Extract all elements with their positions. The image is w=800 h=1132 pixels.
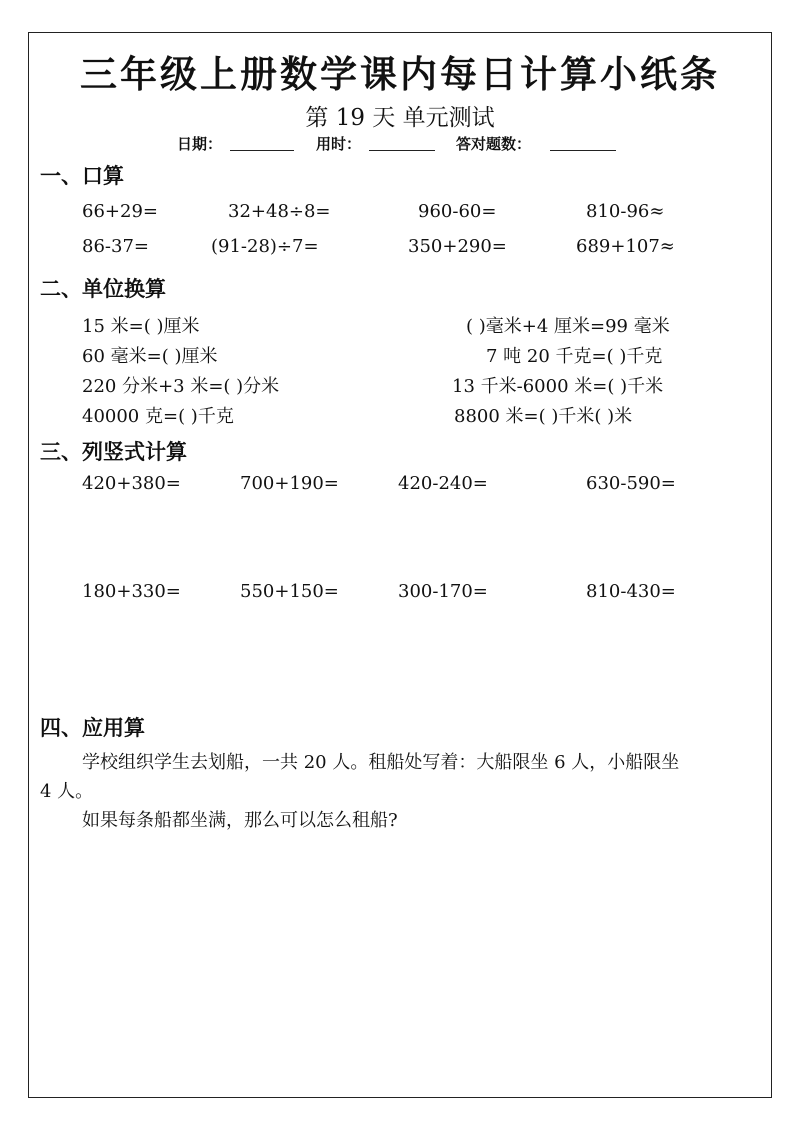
vertical-calc-item: 810-430= xyxy=(586,581,676,602)
vertical-calc-item: 420-240= xyxy=(398,473,488,494)
page-subtitle: 第 19 天 单元测试 xyxy=(305,105,495,131)
word-problem-text: 学校组织学生去划船，一共 20 人。租船处写着：大船限坐 6 人，小船限坐 xyxy=(82,752,680,773)
correct-count-label: 答对题数： xyxy=(456,135,532,153)
unit-conversion-item: 15 米=( )厘米 xyxy=(82,316,200,337)
mental-math-item: 86-37= xyxy=(82,236,149,257)
mental-math-item: 66+29= xyxy=(82,201,158,222)
unit-conversion-item: 40000 克=( )千克 xyxy=(82,406,234,427)
mental-math-item: 960-60= xyxy=(418,201,497,222)
mental-math-item: 32+48÷8= xyxy=(228,201,331,222)
section-unit-conversion-heading: 二、单位换算 xyxy=(40,277,166,301)
date-label: 日期： xyxy=(177,135,223,153)
vertical-calc-item: 180+330= xyxy=(82,581,181,602)
page-frame xyxy=(28,32,772,1098)
unit-conversion-item: 60 毫米=( )厘米 xyxy=(82,346,218,367)
correct-count-blank[interactable] xyxy=(550,150,616,151)
time-label: 用时： xyxy=(316,135,362,153)
unit-conversion-item: 13 千米-6000 米=( )千米 xyxy=(452,376,664,397)
unit-conversion-item: 220 分米+3 米=( )分米 xyxy=(82,376,280,397)
mental-math-item: 810-96≈ xyxy=(586,201,665,222)
date-blank[interactable] xyxy=(230,150,294,151)
vertical-calc-item: 550+150= xyxy=(240,581,339,602)
section-mental-math-heading: 一、口算 xyxy=(40,164,124,188)
mental-math-item: 350+290= xyxy=(408,236,507,257)
unit-conversion-item: 7 吨 20 千克=( )千克 xyxy=(486,346,663,367)
word-problem-question: 如果每条船都坐满，那么可以怎么租船? xyxy=(82,810,398,831)
vertical-calc-item: 700+190= xyxy=(240,473,339,494)
mental-math-item: (91-28)÷7= xyxy=(211,236,319,257)
word-problem-text: 4 人。 xyxy=(40,781,94,802)
time-blank[interactable] xyxy=(369,150,435,151)
section-word-problem-heading: 四、应用算 xyxy=(40,716,145,740)
section-vertical-calc-heading: 三、列竖式计算 xyxy=(40,440,187,464)
vertical-calc-item: 630-590= xyxy=(586,473,676,494)
unit-conversion-item: 8800 米=( )千米( )米 xyxy=(454,406,633,427)
vertical-calc-item: 420+380= xyxy=(82,473,181,494)
page-title: 三年级上册数学课内每日计算小纸条 xyxy=(80,53,720,96)
mental-math-item: 689+107≈ xyxy=(576,236,675,257)
vertical-calc-item: 300-170= xyxy=(398,581,488,602)
unit-conversion-item: ( )毫米+4 厘米=99 毫米 xyxy=(466,316,670,337)
